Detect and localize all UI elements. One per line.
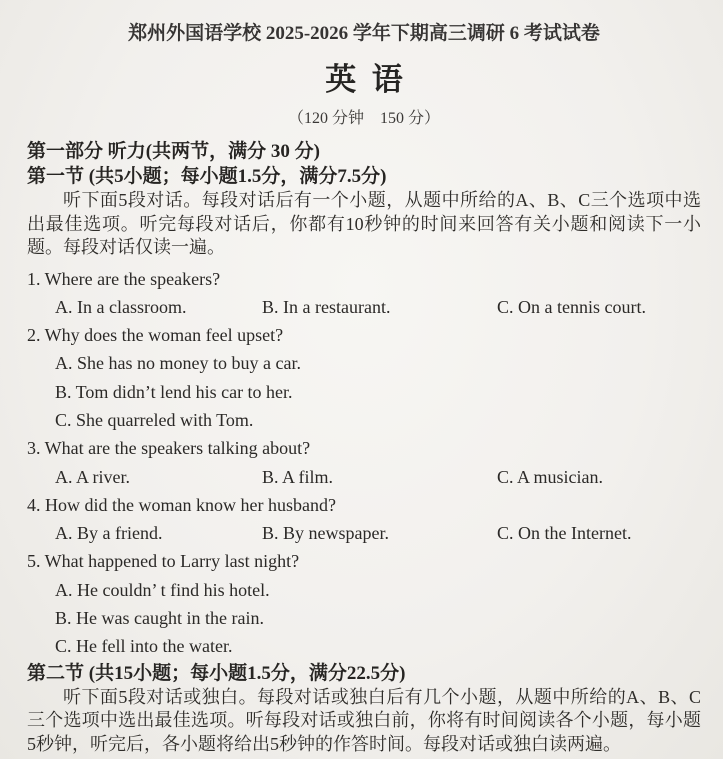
- question-5: [27, 547, 701, 660]
- question-options: [55, 576, 701, 661]
- option-a: A. He couldn’ t find his hotel.: [55, 579, 270, 600]
- option-b: B. By newspaper.: [262, 523, 389, 544]
- option-a: A. She has no money to buy a car.: [55, 353, 301, 374]
- question-2: [27, 321, 701, 434]
- option-c: C. A musician.: [497, 466, 604, 487]
- option-a: A. A river.: [55, 466, 130, 487]
- question-list: [27, 265, 701, 661]
- section2-instructions: 听下面5段对话或独白。每段对话或独白后有几个小题，从题中所给的A、B、C三个选项中选出最佳选项。听每段对话或独白前，你将有时间阅读各个小题，每小题5秒钟，听完后，各小题将给出5秒钟的作答时间。每段对话或独白读两遍。: [27, 686, 701, 754]
- document-title: 郑州外国语学校 2025-2026 学年下期高三调研 6 考试试卷: [128, 23, 600, 44]
- subject-title: 英 语: [325, 62, 403, 97]
- question-3: [27, 434, 701, 491]
- question-options: [55, 349, 701, 434]
- question-text: 1. Where are the speakers?: [27, 268, 221, 289]
- option-a: A. In a classroom.: [55, 296, 187, 317]
- option-b: B. Tom didn’t lend his car to her.: [55, 381, 293, 402]
- question-options: [55, 519, 701, 547]
- question-text: 3. What are the speakers talking about?: [27, 438, 311, 459]
- question-4: [27, 491, 701, 548]
- option-b: B. A film.: [262, 466, 334, 487]
- exam-duration-score: （120 分钟 150 分）: [287, 110, 440, 127]
- question-options: [55, 463, 701, 491]
- question-text: 4. How did the woman know her husband?: [27, 494, 336, 515]
- option-b: B. In a restaurant.: [262, 296, 391, 317]
- option-b: B. He was caught in the rain.: [55, 608, 264, 629]
- option-c: C. On the Internet.: [497, 523, 632, 544]
- section1-heading: 第一节 (共5小题；每小题1.5分，满分7.5分): [27, 166, 387, 187]
- option-c: C. On a tennis court.: [497, 296, 646, 317]
- option-c: C. She quarreled with Tom.: [55, 409, 254, 430]
- section2-heading: 第二节 (共15小题；每小题1.5分，满分22.5分): [27, 662, 406, 684]
- question-text: 5. What happened to Larry last night?: [27, 551, 300, 572]
- part1-heading: 第一部分 听力(共两节，满分 30 分): [27, 141, 320, 162]
- option-a: A. By a friend.: [55, 523, 163, 544]
- section1-instructions: 听下面5段对话。每段对话后有一个小题，从题中所给的A、B、C三个选项中选出最佳选项。听完每段对话后，你都有10秒钟的时间来回答有关小题和阅读下一小题。每段对话仅读一遍。: [27, 190, 701, 257]
- question-options: [55, 293, 701, 321]
- question-text: 2. Why does the woman feel upset?: [27, 325, 284, 346]
- question-1: [27, 265, 701, 322]
- option-c: C. He fell into the water.: [55, 636, 233, 657]
